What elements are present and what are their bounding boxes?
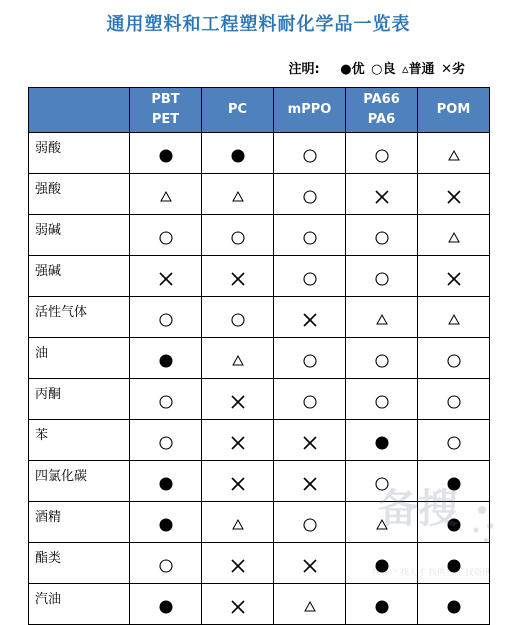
chemical-name: 汽油 xyxy=(29,584,130,625)
filled-circle-icon xyxy=(158,353,174,369)
rating-cell xyxy=(202,338,274,379)
rating-cell xyxy=(418,215,490,256)
rating-cell xyxy=(202,256,274,297)
rating-cell xyxy=(418,420,490,461)
rating-cell xyxy=(130,133,202,174)
rating-cell xyxy=(130,543,202,584)
column-header-text: PA6 xyxy=(367,112,396,127)
column-header xyxy=(418,88,490,133)
rating-cell xyxy=(202,133,274,174)
rating-cell xyxy=(346,584,418,625)
table-row xyxy=(29,379,490,420)
cross-icon xyxy=(230,476,246,492)
rating-cell xyxy=(130,215,202,256)
rating-cell xyxy=(130,461,202,502)
open-circle-icon xyxy=(302,271,318,287)
table-row xyxy=(29,584,490,625)
rating-cell xyxy=(202,297,274,338)
rating-cell xyxy=(130,502,202,543)
filled-circle-icon xyxy=(374,435,390,451)
rating-cell xyxy=(274,215,346,256)
rating-cell xyxy=(274,379,346,420)
rating-cell xyxy=(202,502,274,543)
table-row xyxy=(29,502,490,543)
legend-good: ○良 xyxy=(371,62,396,77)
rating-cell xyxy=(346,461,418,502)
rating-cell xyxy=(418,461,490,502)
open-circle-icon xyxy=(374,476,390,492)
rating-cell xyxy=(274,133,346,174)
rating-cell xyxy=(346,256,418,297)
filled-circle-icon xyxy=(446,476,462,492)
rating-cell xyxy=(202,461,274,502)
rating-cell xyxy=(418,584,490,625)
open-circle-icon xyxy=(446,435,462,451)
filled-circle-icon xyxy=(446,599,462,615)
rating-cell xyxy=(130,174,202,215)
rating-cell xyxy=(418,133,490,174)
rating-cell xyxy=(130,256,202,297)
rating-cell xyxy=(130,420,202,461)
triangle-icon xyxy=(158,189,174,205)
open-circle-icon xyxy=(302,148,318,164)
cross-icon xyxy=(302,558,318,574)
rating-cell xyxy=(202,379,274,420)
open-circle-icon xyxy=(302,394,318,410)
column-header-text: PC xyxy=(227,102,248,117)
column-header-text: POM xyxy=(436,102,471,117)
triangle-icon xyxy=(374,517,390,533)
open-circle-icon xyxy=(230,230,246,246)
rating-cell xyxy=(346,297,418,338)
column-header-text: PET xyxy=(151,112,180,127)
rating-cell xyxy=(418,543,490,584)
open-circle-icon xyxy=(158,394,174,410)
cross-icon xyxy=(374,189,390,205)
chemical-resistance-table xyxy=(28,87,490,625)
rating-cell xyxy=(202,543,274,584)
table-row xyxy=(29,297,490,338)
open-circle-icon xyxy=(230,312,246,328)
column-header xyxy=(130,88,202,133)
rating-cell xyxy=(274,543,346,584)
svg-text:找客户 找人才 找供应商 找资讯: 找客户 找人才 找供应商 找资讯 xyxy=(372,568,491,578)
cross-icon xyxy=(158,271,174,287)
open-circle-icon xyxy=(302,230,318,246)
triangle-icon xyxy=(446,312,462,328)
rating-cell xyxy=(418,256,490,297)
table-row xyxy=(29,420,490,461)
filled-circle-icon xyxy=(374,558,390,574)
filled-circle-icon xyxy=(446,517,462,533)
rating-cell xyxy=(346,133,418,174)
rating-cell xyxy=(202,215,274,256)
open-circle-icon xyxy=(446,353,462,369)
rating-cell xyxy=(274,256,346,297)
rating-cell xyxy=(346,215,418,256)
open-circle-icon xyxy=(302,353,318,369)
rating-cell xyxy=(346,543,418,584)
legend-fair: ▵普通 xyxy=(402,62,435,77)
chemical-name: 油 xyxy=(29,338,130,379)
open-circle-icon xyxy=(158,435,174,451)
table-row xyxy=(29,461,490,502)
table-row xyxy=(29,133,490,174)
triangle-icon xyxy=(230,189,246,205)
rating-cell xyxy=(346,379,418,420)
column-header-text: PA66 xyxy=(363,92,400,107)
rating-cell xyxy=(346,174,418,215)
legend-label: 注明: xyxy=(288,62,320,77)
open-circle-icon xyxy=(302,517,318,533)
table-row xyxy=(29,215,490,256)
open-circle-icon xyxy=(446,394,462,410)
rating-cell xyxy=(274,461,346,502)
chemical-name: 酒精 xyxy=(29,502,130,543)
rating-cell xyxy=(274,338,346,379)
rating-cell xyxy=(274,174,346,215)
column-header-text: PBT xyxy=(151,92,180,107)
cross-icon xyxy=(230,599,246,615)
rating-cell xyxy=(274,297,346,338)
rating-cell xyxy=(418,297,490,338)
chemical-name: 四氯化碳 xyxy=(29,461,130,502)
chemical-name: 苯 xyxy=(29,420,130,461)
rating-cell xyxy=(130,338,202,379)
header-corner xyxy=(29,88,130,133)
legend-poor: ✕劣 xyxy=(441,62,465,77)
chemical-name: 活性气体 xyxy=(29,297,130,338)
filled-circle-icon xyxy=(230,148,246,164)
chemical-name: 强碱 xyxy=(29,256,130,297)
column-header-text: mPPO xyxy=(287,102,332,117)
rating-cell xyxy=(202,584,274,625)
cross-icon xyxy=(230,271,246,287)
table-row xyxy=(29,338,490,379)
rating-cell xyxy=(274,502,346,543)
open-circle-icon xyxy=(374,353,390,369)
table-row xyxy=(29,174,490,215)
chemical-name: 弱酸 xyxy=(29,133,130,174)
cross-icon xyxy=(230,558,246,574)
rating-cell xyxy=(418,174,490,215)
triangle-icon xyxy=(230,353,246,369)
chemical-name: 强酸 xyxy=(29,174,130,215)
table-row xyxy=(29,543,490,584)
filled-circle-icon xyxy=(158,517,174,533)
cross-icon xyxy=(446,189,462,205)
table-header-row xyxy=(29,88,490,133)
filled-circle-icon xyxy=(158,148,174,164)
rating-cell xyxy=(346,338,418,379)
triangle-icon xyxy=(446,148,462,164)
cross-icon xyxy=(446,271,462,287)
rating-cell xyxy=(130,297,202,338)
rating-cell xyxy=(130,379,202,420)
chemical-name: 丙酮 xyxy=(29,379,130,420)
filled-circle-icon xyxy=(374,599,390,615)
rating-cell xyxy=(274,420,346,461)
column-header xyxy=(346,88,418,133)
rating-cell xyxy=(202,174,274,215)
rating-cell xyxy=(274,584,346,625)
open-circle-icon xyxy=(374,271,390,287)
chemical-name: 弱碱 xyxy=(29,215,130,256)
rating-cell xyxy=(130,584,202,625)
cross-icon xyxy=(302,476,318,492)
cross-icon xyxy=(302,435,318,451)
rating-cell xyxy=(418,379,490,420)
cross-icon xyxy=(230,394,246,410)
triangle-icon xyxy=(374,312,390,328)
legend-excellent: ●优 xyxy=(340,62,365,77)
open-circle-icon xyxy=(158,230,174,246)
svg-text:备搜: 备搜 xyxy=(378,485,458,532)
open-circle-icon xyxy=(158,558,174,574)
rating-cell xyxy=(346,502,418,543)
rating-cell xyxy=(346,420,418,461)
column-header xyxy=(202,88,274,133)
open-circle-icon xyxy=(374,230,390,246)
table-row xyxy=(29,256,490,297)
page-title: 通用塑料和工程塑料耐化学品一览表 xyxy=(106,14,411,35)
filled-circle-icon xyxy=(158,476,174,492)
chemical-name: 酯类 xyxy=(29,543,130,584)
open-circle-icon xyxy=(158,312,174,328)
filled-circle-icon xyxy=(446,558,462,574)
rating-cell xyxy=(418,338,490,379)
legend-note xyxy=(287,58,465,77)
table-body xyxy=(29,133,490,625)
rating-cell xyxy=(418,502,490,543)
cross-icon xyxy=(230,435,246,451)
rating-cell xyxy=(202,420,274,461)
open-circle-icon xyxy=(374,148,390,164)
column-header xyxy=(274,88,346,133)
open-circle-icon xyxy=(374,394,390,410)
cross-icon xyxy=(302,312,318,328)
open-circle-icon xyxy=(302,189,318,205)
triangle-icon xyxy=(230,517,246,533)
filled-circle-icon xyxy=(158,599,174,615)
triangle-icon xyxy=(446,230,462,246)
triangle-icon xyxy=(302,599,318,615)
